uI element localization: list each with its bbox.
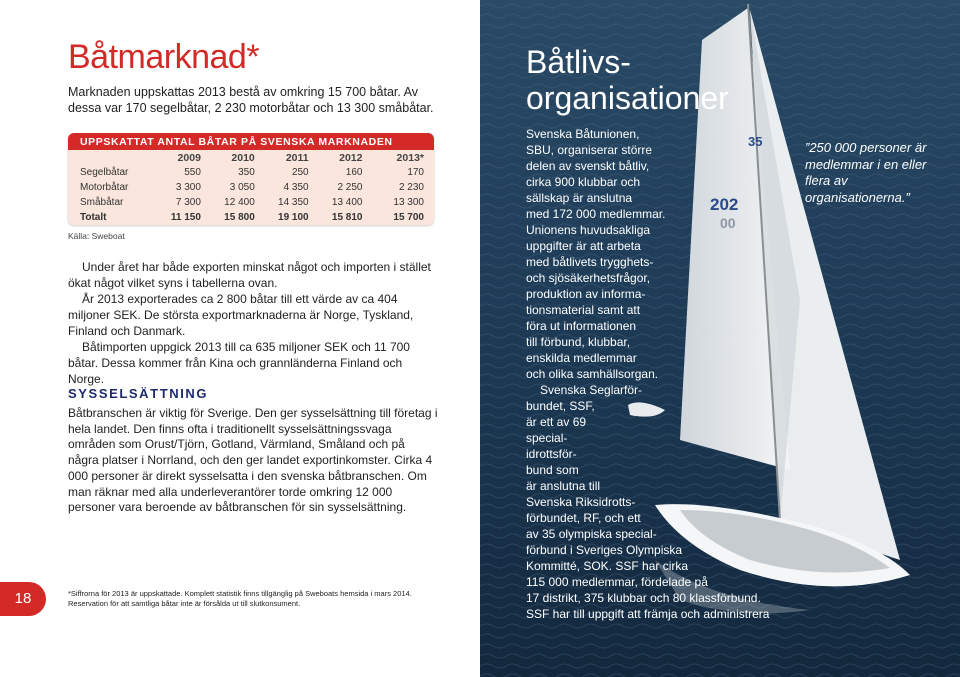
table-cell: 13 400 xyxy=(331,197,363,208)
section-heading: SYSSELSÄTTNING xyxy=(68,386,209,401)
right-page-photo xyxy=(480,0,960,677)
table-corner xyxy=(68,150,148,165)
text-line: förbundet, RF, och ett xyxy=(526,511,641,525)
paragraph: Båtimporten uppgick 2013 till ca 635 miljoner SEK och 11 700 båtar. Dessa kommer från Kina och grannländerna Finland och Norge. xyxy=(68,340,410,386)
table-cell: 4 350 xyxy=(283,182,309,193)
table-header-row xyxy=(68,150,434,165)
text-line: bundet, SSF, xyxy=(526,399,595,413)
paragraph: År 2013 exporterades ca 2 800 båtar till ett värde av ca 404 miljoner SEK. De största exportmarknaderna är Norge, Tyskland, Finland och Danmark. xyxy=(68,292,414,338)
table-cell: 13 300 xyxy=(393,197,424,208)
footnote-line: Reservation för att samtliga båtar inte är försålda ut till slutkonsument. xyxy=(68,599,301,608)
text-line: enskilda medlemmar xyxy=(526,351,637,365)
organisations-text xyxy=(526,126,776,622)
row-label: Totalt xyxy=(80,212,107,223)
text-line: idrottsför- xyxy=(526,447,577,461)
table-cell: 3 300 xyxy=(175,182,201,193)
table-row xyxy=(68,195,434,210)
sail-number-2: 202 xyxy=(710,195,739,214)
table-cell: 550 xyxy=(184,167,201,178)
table-cell: 170 xyxy=(407,167,424,178)
paragraph: Under året har både exporten minskat något och importen i stället ökat något vilket syns i tabellerna ovan. xyxy=(68,260,431,290)
text-line: SBU, organiserar större xyxy=(526,143,653,157)
text-line: och olika samhällsorgan. xyxy=(526,367,659,381)
table-cell: 15 800 xyxy=(224,212,255,223)
table-cell: 250 xyxy=(291,167,309,178)
year-header: 2013* xyxy=(396,151,424,164)
table-cell: 350 xyxy=(238,167,255,178)
text-line: med båtlivets trygghets- xyxy=(526,255,654,269)
text-line: special- xyxy=(526,431,568,445)
text-line: SSF har till uppgift att främja och administrera xyxy=(526,607,770,621)
membership-quote: ”250 000 personer är medlemmar i en eller flera av organisationerna.” xyxy=(805,140,927,205)
text-line: Kommitté, SOK. SSF har cirka xyxy=(526,559,689,573)
organisations-title xyxy=(526,44,729,116)
title-line: Båtlivs- xyxy=(526,44,631,80)
text-line: delen av svenskt båtliv, xyxy=(526,159,650,173)
text-line: 17 distrikt, 375 klubbar och 80 klassförbund. xyxy=(526,591,761,605)
table-source: Källa: Sweboat xyxy=(68,231,125,241)
table-row xyxy=(68,165,434,180)
table-row xyxy=(68,180,434,195)
text-line: sällskap är anslutna xyxy=(526,191,633,205)
text-line: uppgifter är att arbeta xyxy=(526,239,641,253)
table-cell: 160 xyxy=(345,167,363,178)
table-cell: 2 250 xyxy=(337,182,363,193)
paragraph: Båtbranschen är viktig för Sverige. Den ger sysselsättning till företag i hela landet. Den finns ofta i traditionellt sysselsättningssvaga områden som Orust/Tjörn, Gotland, Värmland, Småland och på några platser i Norrland, och den ger landet exportinkomster. Cirka 4 000 personer är direkt sysselsatta i den svenska båtbranschen. Om man räknar med alla underleverantörer torde omkring 12 000 personer vara beroende av båtbranschen för sin sysselsättning. xyxy=(68,406,438,515)
text-line: Svenska Båtunionen, xyxy=(526,127,640,141)
text-line: är ett av 69 xyxy=(526,415,587,429)
sail-number-3: 00 xyxy=(720,215,736,231)
boat-market-table xyxy=(68,133,434,225)
text-line: med 172 000 medlemmar. xyxy=(526,207,666,221)
text-line: 115 000 medlemmar, fördelade på xyxy=(526,575,708,589)
table-cell: 11 150 xyxy=(170,212,201,223)
export-text xyxy=(68,259,438,387)
table-cell: 14 350 xyxy=(278,197,309,208)
text-line: produktion av informa- xyxy=(526,287,646,301)
table-cell: 19 100 xyxy=(278,212,309,223)
stats-table xyxy=(68,150,434,225)
text-line: Unionens huvudsakliga xyxy=(526,223,651,237)
row-label: Motorbåtar xyxy=(80,182,129,193)
text-line: Svenska Seglarför- xyxy=(540,383,643,397)
intro-text: Marknaden uppskattas 2013 bestå av omkring 15 700 båtar. Av dessa var 170 segelbåtar, 2 230 motorbåtar och 13 300 småbåtar. xyxy=(68,85,434,115)
table-cell: 3 050 xyxy=(229,182,255,193)
text-line: av 35 olympiska special- xyxy=(526,527,657,541)
footnote xyxy=(68,589,412,609)
year-header: 2011 xyxy=(285,151,309,164)
sail-number-1: 35 xyxy=(748,134,763,149)
text-line: förbund i Sveriges Olympiska xyxy=(526,543,683,557)
row-label: Segelbåtar xyxy=(80,167,129,178)
row-label: Småbåtar xyxy=(80,197,124,208)
title-line: organisationer xyxy=(526,80,729,116)
text-line: bund som xyxy=(526,463,579,477)
year-header: 2009 xyxy=(177,151,201,164)
text-line: föra ut informationen xyxy=(526,319,637,333)
footnote-line: *Siffrorna för 2013 är uppskattade. Komplett statistik finns tillgänglig på Sweboats hemsida i mars 2014. xyxy=(68,589,412,598)
table-cell: 2 230 xyxy=(398,182,424,193)
table-cell: 12 400 xyxy=(224,197,255,208)
page-title: Båtmarknad* xyxy=(68,38,260,76)
text-line: är anslutna till xyxy=(526,479,601,493)
table-cell: 15 810 xyxy=(331,212,363,223)
table-total-row xyxy=(68,210,434,225)
year-header: 2012 xyxy=(339,151,363,164)
text-line: Svenska Riksidrotts- xyxy=(526,495,636,509)
table-cell: 7 300 xyxy=(175,197,201,208)
year-header: 2010 xyxy=(231,151,255,164)
text-line: tionsmaterial samt att xyxy=(526,303,641,317)
table-title: UPPSKATTAT ANTAL BÅTAR PÅ SVENSKA MARKNADEN xyxy=(68,133,434,150)
text-line: cirka 900 klubbar och xyxy=(526,175,641,189)
text-line: och sjösäkerhetsfrågor, xyxy=(526,271,651,285)
page-number: 18 xyxy=(0,582,46,616)
text-line: till förbund, klubbar, xyxy=(526,335,631,349)
employment-text xyxy=(68,406,438,516)
table-cell: 15 700 xyxy=(393,212,424,223)
